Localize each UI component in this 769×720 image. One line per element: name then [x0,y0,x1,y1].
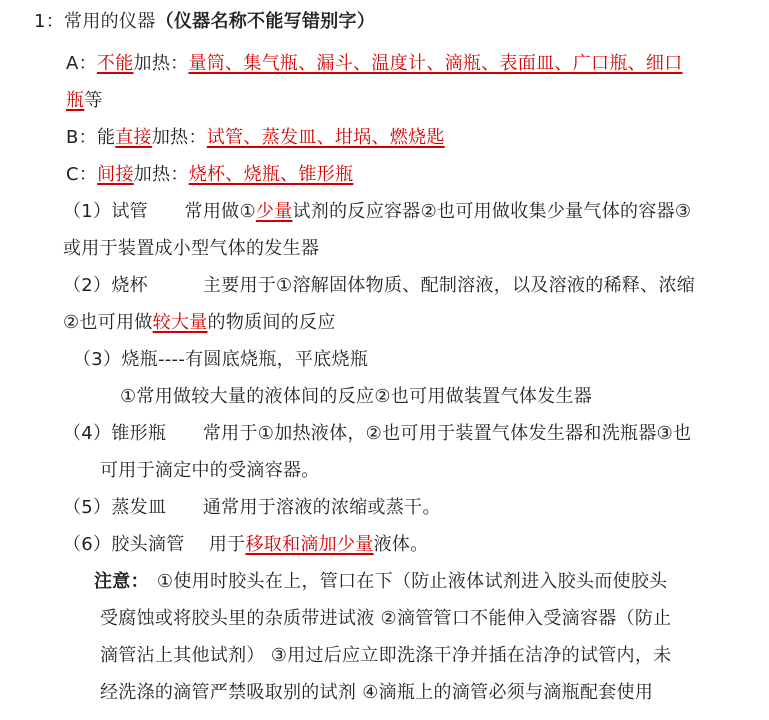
note-text-2: 受腐蚀或将胶头里的杂质带进试液 ②滴管管口不能伸入受滴容器（防止 [100,608,672,629]
section-note: （仪器名称不能写错别字） [155,11,376,32]
item-1-b: 试剂的反应容器②也可用做收集少量气体的容器③ [292,201,692,222]
line-c-items: 烧杯、烧瓶、锥形瓶 [188,164,354,185]
line-b-key: 直接 [115,127,152,148]
note-text-1: ①使用时胶头在上，管口在下（防止液体试剂进入胶头而使胶头 [156,571,668,592]
item-5-a: （5）蒸发皿 通常用于溶液的浓缩或蒸干。 [63,497,441,518]
line-b-items: 试管、蒸发皿、坩埚、燃烧匙 [206,127,445,148]
note-line-1 [94,570,667,594]
item-1-a: （1）试管 常用做① [63,201,256,222]
item-2-a: （2）烧杯 主要用于①溶解固体物质、配制溶液，以及溶液的稀释、浓缩 [63,275,696,296]
item-5 [63,496,441,520]
item-4-a: （4）锥形瓶 常用于①加热液体，②也可用于装置气体发生器和洗瓶器③也 [63,423,692,444]
line-b-label: B：能 [66,127,116,148]
item-2-b: ②也可用做 [63,312,153,333]
line-c-label: C： [66,164,98,185]
line-a-cont [66,89,103,113]
item-3-b: ①常用做较大量的液体间的反应②也可用做装置气体发生器 [120,386,593,407]
note-line-2 [100,607,671,631]
line-a-label: A： [66,53,97,74]
item-6-red: 移取和滴加少量 [245,534,374,555]
item-1 [63,200,691,224]
item-6-a: （6）胶头滴管 用于 [63,534,246,555]
item-4-cont [100,459,320,483]
line-a-items: 量筒、集气瓶、漏斗、温度计、滴瓶、表面皿、广口瓶、细口 [188,53,683,74]
line-a-key: 不能 [96,53,134,74]
item-1-red: 少量 [255,201,293,222]
note-text-3: 滴管沾上其他试剂） ③用过后应立即洗涤干净并插在洁净的试管内，未 [100,645,672,666]
line-a [66,52,683,76]
item-2-red: 较大量 [152,312,208,333]
note-line-4 [100,681,653,705]
section-heading [34,10,375,34]
item-1-c: 或用于装置成小型气体的发生器 [63,238,320,259]
line-a-mid: 加热： [133,53,189,74]
item-6 [63,533,429,557]
item-4-b: 可用于滴定中的受滴容器。 [100,460,320,481]
line-c [66,163,353,187]
item-6-b: 液体。 [373,534,429,555]
line-b [66,126,445,150]
line-b-mid: 加热： [151,127,207,148]
section-number-title: 1：常用的仪器 [34,11,156,32]
item-2 [63,274,695,298]
line-c-key: 间接 [97,164,134,185]
item-3-cont [120,385,592,409]
line-a-items-cont: 瓶 [66,90,85,111]
item-3 [73,348,368,372]
line-c-mid: 加热： [133,164,189,185]
line-a-tail: 等 [84,90,103,111]
item-3-a: （3）烧瓶----有圆底烧瓶，平底烧瓶 [73,349,369,370]
note-line-3 [100,644,671,668]
item-1-cont [63,237,319,261]
item-2-c: 的物质间的反应 [207,312,336,333]
item-2-cont [63,311,336,335]
item-4 [63,422,691,446]
note-text-4: 经洗涤的滴管严禁吸取别的试剂 ④滴瓶上的滴管必须与滴瓶配套使用 [100,682,654,703]
note-label: 注意： [94,571,149,592]
